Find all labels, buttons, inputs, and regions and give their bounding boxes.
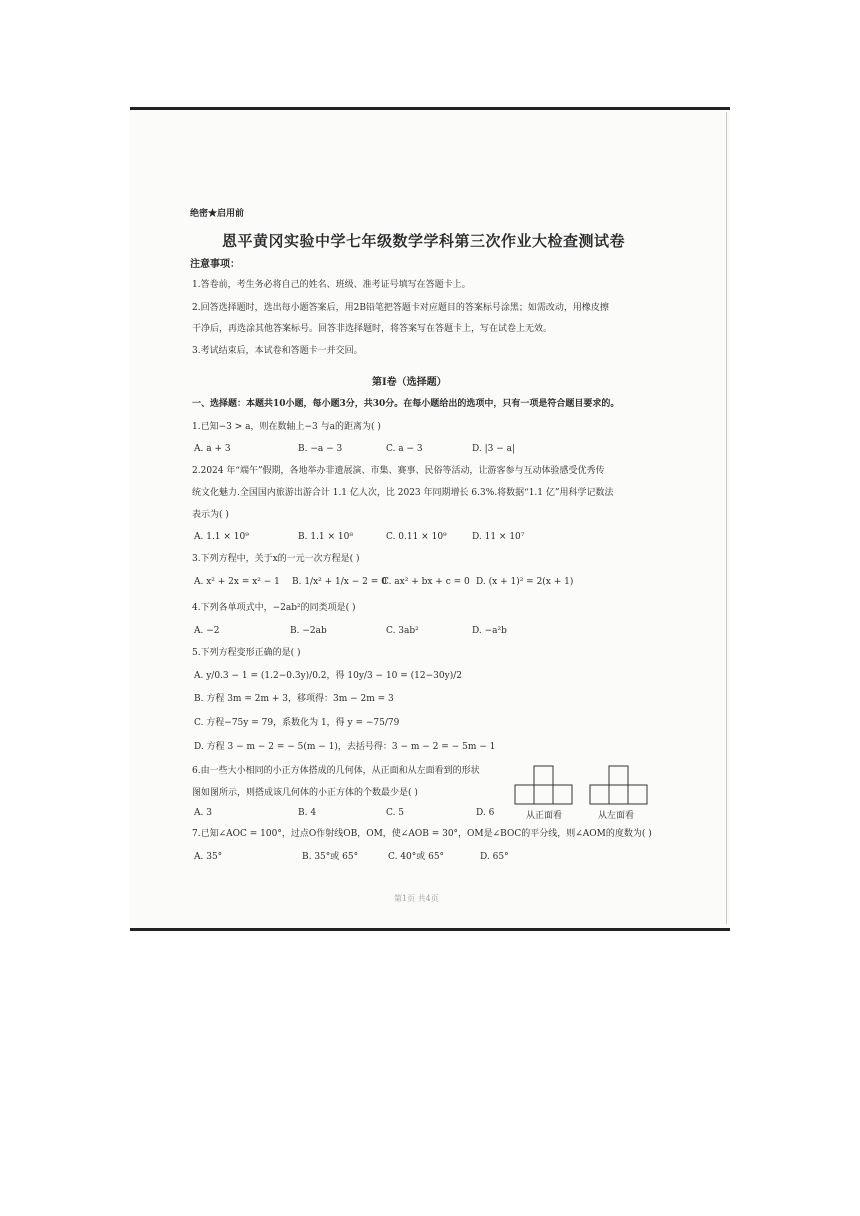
option-d: D. 11 × 10⁷: [472, 532, 525, 542]
notice-heading: 注意事项：: [190, 259, 240, 270]
notice-item: 干净后，再选涂其他答案标号。回答非选择题时，将答案写在答题卡上，写在试卷上无效。: [192, 324, 553, 334]
option-a: A. y/0.3 − 1 = (1.2−0.3y)/0.2，得 10y/3 − 10 = (12−30y)/2: [194, 671, 462, 681]
option-c: C. 方程−75y = 79，系数化为 1，得 y = −75/79: [194, 718, 400, 728]
option-c: C. a − 3: [386, 444, 423, 454]
top-rule: [130, 107, 730, 110]
option-a: A. 3: [194, 808, 212, 818]
option-b: B. 35°或 65°: [302, 852, 359, 862]
option-a: A. x² + 2x = x² − 1: [194, 577, 280, 587]
option-a: A. 1.1 × 10⁹: [194, 532, 249, 542]
option-d: D. −a²b: [472, 626, 507, 636]
question-stem: 2.2024 年“端午”假期，各地举办非遗展演、市集、赛事、民俗等活动，让游客参与互动体验感受优秀传: [192, 466, 605, 476]
option-b: B. 1/x² + 1/x − 2 = 0: [292, 577, 387, 587]
left-view-label: 从左面看: [598, 811, 635, 821]
option-a: A. a + 3: [194, 444, 231, 454]
notice-item: 3.考试结束后，本试卷和答题卡一并交回。: [192, 346, 363, 356]
part-heading: 一、选择题：本题共10小题，每小题3分，共30分。在每小题给出的选项中，只有一项是符合题目要求的。: [192, 399, 620, 409]
question-stem: 表示为( ): [192, 510, 229, 520]
left-view-figure: [589, 764, 649, 806]
option-b: B. 方程 3m = 2m + 3，移项得：3m − 2m = 3: [194, 694, 394, 704]
option-b: B. 4: [298, 808, 317, 818]
option-d: D. |3 − a|: [472, 444, 516, 454]
question-stem: 统文化魅力.全国国内旅游出游合计 1.1 亿人次，比 2023 年同期增长 6.3%.将数据“1.1 亿”用科学记数法: [192, 488, 614, 498]
bottom-rule: [130, 928, 730, 931]
option-a: A. −2: [194, 626, 220, 636]
right-edge-line: [726, 112, 727, 924]
option-c: C. 0.11 × 10⁹: [386, 532, 447, 542]
option-d: D. (x + 1)² = 2(x + 1): [476, 577, 574, 587]
option-c: C. 5: [386, 808, 405, 818]
option-c: C. 40°或 65°: [388, 852, 445, 862]
question-stem: 4.下列各单项式中，−2ab²的同类项是( ): [192, 603, 356, 613]
option-a: A. 35°: [194, 852, 223, 862]
option-b: B. −2ab: [290, 626, 327, 636]
front-view-label: 从正面看: [526, 811, 563, 821]
notice-item: 2.回答选择题时，选出每小题答案后，用2B铅笔把答题卡对应题目的答案标号涂黑；如需改动，用橡皮擦: [192, 303, 609, 313]
option-d: D. 方程 3 − m − 2 = − 5(m − 1)，去括号得：3 − m − 2 = − 5m − 1: [194, 742, 496, 752]
notice-item: 1.答卷前，考生务必将自己的姓名、班级、准考证号填写在答题卡上。: [192, 280, 471, 290]
option-c: C. ax² + bx + c = 0: [382, 577, 470, 587]
secret-label: 绝密★启用前: [190, 209, 245, 219]
front-view-figure: [514, 764, 574, 806]
option-d: D. 65°: [480, 852, 509, 862]
option-b: B. 1.1 × 10⁸: [298, 532, 353, 542]
option-c: C. 3ab²: [386, 626, 419, 636]
question-stem: 图如图所示，则搭成该几何体的小正方体的个数最少是( ): [192, 788, 418, 798]
exam-title: 恩平黄冈实验中学七年级数学学科第三次作业大检查测试卷: [222, 232, 626, 250]
question-stem: 6.由一些大小相同的小正方体搭成的几何体，从正面和从左面看到的形状: [192, 766, 480, 776]
question-stem: 7.已知∠AOC = 100°，过点O作射线OB，OM，使∠AOB = 30°，OM是∠BOC的平分线，则∠AOM的度数为( ): [192, 829, 652, 839]
question-stem: 5.下列方程变形正确的是( ): [192, 648, 301, 658]
option-b: B. −a − 3: [298, 444, 343, 454]
question-stem: 1.已知−3 > a，则在数轴上−3 与a的距离为( ): [192, 422, 381, 432]
question-stem: 3.下列方程中，关于x的一元一次方程是( ): [192, 554, 360, 564]
option-d: D. 6: [476, 808, 495, 818]
volume-title: 第Ⅰ卷（选择题）: [372, 377, 447, 388]
page-number: 第1页 共4页: [394, 894, 439, 903]
